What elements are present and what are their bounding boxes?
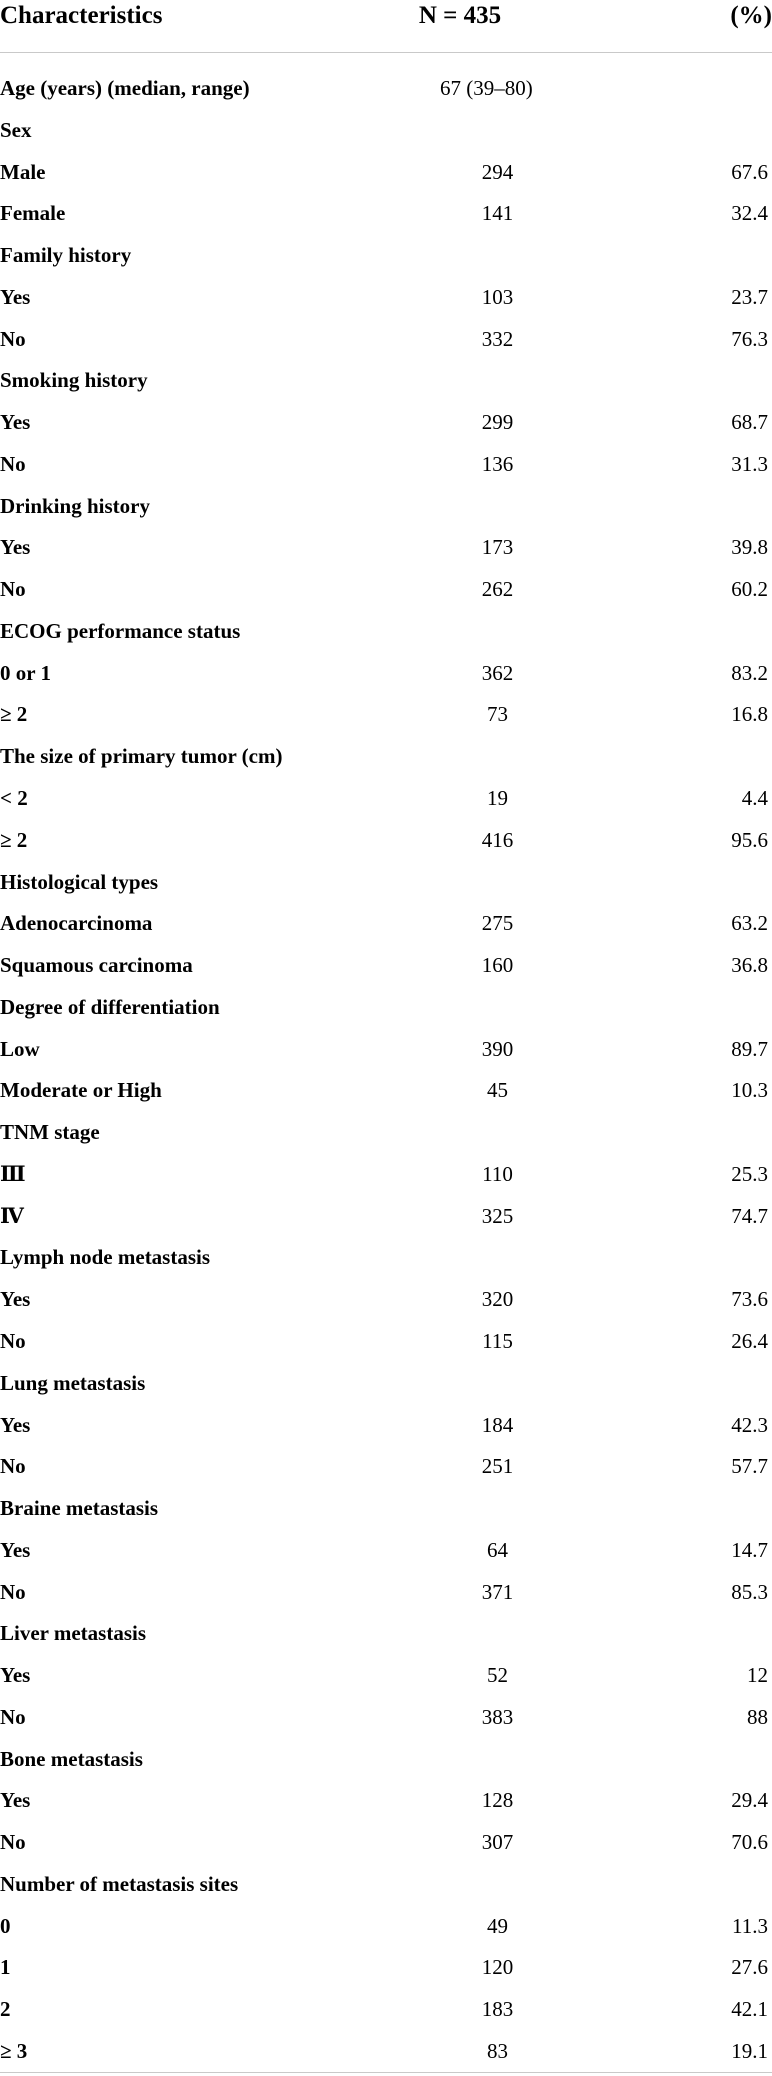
row-count: 390 (481, 1036, 514, 1061)
row-label: ≥ 3 (0, 2038, 28, 2063)
row-count: 362 (481, 660, 514, 685)
table-row (0, 1575, 772, 1617)
table-row (0, 781, 772, 823)
row-count: 325 (481, 1203, 514, 1228)
table-row (0, 1950, 772, 1992)
row-percent: 36.8 (731, 953, 768, 978)
row-count: 307 (481, 1830, 514, 1855)
row-label: Number of metastasis sites (0, 1871, 239, 1896)
row-label: < 2 (0, 786, 28, 811)
table-row (0, 1742, 772, 1784)
row-count: 52 (487, 1663, 508, 1688)
row-percent: 19.1 (731, 2038, 768, 2063)
row-percent: 83.2 (731, 660, 768, 685)
row-label: Smoking history (0, 368, 148, 393)
row-percent: 23.7 (731, 284, 768, 309)
row-percent: 14.7 (731, 1537, 768, 1562)
row-count: 67 (39–80) (440, 76, 533, 100)
row-label: Yes (0, 535, 31, 560)
header-n: N = 435 (418, 2, 502, 29)
row-count: 160 (481, 953, 514, 978)
row-percent: 70.6 (731, 1830, 768, 1855)
row-label: Yes (0, 1287, 31, 1312)
row-percent: 74.7 (731, 1203, 768, 1228)
table-row (0, 1199, 772, 1241)
table-row (0, 1157, 772, 1199)
row-label: Sex (0, 117, 32, 142)
table-row (0, 1408, 772, 1450)
row-count: 251 (481, 1454, 514, 1479)
row-label: No (0, 1579, 26, 1604)
row-count: 383 (481, 1704, 514, 1729)
row-count: 45 (487, 1078, 508, 1103)
table-row (0, 1449, 772, 1491)
table-bottom-rule (0, 2072, 772, 2073)
row-percent: 29.4 (731, 1788, 768, 1813)
row-percent: 76.3 (731, 326, 768, 351)
row-label: Lung metastasis (0, 1370, 146, 1395)
table-row (0, 614, 772, 656)
table-row (0, 1783, 772, 1825)
row-percent: 88 (747, 1704, 768, 1729)
table-row (0, 1324, 772, 1366)
row-count: 83 (487, 2038, 508, 2063)
row-label: Liver metastasis (0, 1621, 147, 1646)
row-percent: 85.3 (731, 1579, 768, 1604)
table-row (0, 1032, 772, 1074)
row-percent: 10.3 (731, 1078, 768, 1103)
table-row (0, 447, 772, 489)
row-percent: 27.6 (731, 1955, 768, 1980)
table-body (0, 71, 772, 2076)
table-row (0, 280, 772, 322)
table-row (0, 155, 772, 197)
row-percent: 25.3 (731, 1161, 768, 1186)
table-row (0, 1909, 772, 1951)
header-characteristics: Characteristics (0, 2, 163, 29)
table-row (0, 1658, 772, 1700)
table-row (0, 1533, 772, 1575)
row-count: 320 (481, 1287, 514, 1312)
table-row (0, 572, 772, 614)
header-percent: (%) (730, 2, 772, 29)
row-label: No (0, 1704, 26, 1729)
row-count: 332 (481, 326, 514, 351)
table-row (0, 697, 772, 739)
table-row (0, 1616, 772, 1658)
table-row (0, 865, 772, 907)
row-label: The size of primary tumor (cm) (0, 744, 283, 769)
row-percent: 63.2 (731, 911, 768, 936)
row-label: Braine metastasis (0, 1496, 159, 1521)
table-row (0, 1240, 772, 1282)
table-row (0, 1992, 772, 2034)
row-count: 262 (481, 577, 514, 602)
row-label: 2 (0, 1997, 11, 2022)
row-label: No (0, 1830, 26, 1855)
row-label: Lymph node metastasis (0, 1245, 211, 1270)
table-row (0, 363, 772, 405)
table-row (0, 530, 772, 572)
row-count: 371 (481, 1579, 514, 1604)
row-label: No (0, 577, 26, 602)
row-percent: 26.4 (731, 1328, 768, 1353)
table-row (0, 1491, 772, 1533)
table-row (0, 948, 772, 990)
row-count: 103 (481, 284, 514, 309)
table-row (0, 906, 772, 948)
row-count: 416 (481, 827, 514, 852)
row-percent: 39.8 (731, 535, 768, 560)
row-count: 275 (481, 911, 514, 936)
table-row (0, 196, 772, 238)
row-label: Adenocarcinoma (0, 911, 153, 936)
table-row (0, 489, 772, 531)
table-row (0, 1282, 772, 1324)
row-label: Degree of differentiation (0, 994, 220, 1019)
row-label: 1 (0, 1955, 11, 1980)
row-percent: 57.7 (731, 1454, 768, 1479)
table-row (0, 1825, 772, 1867)
row-label: Family history (0, 243, 132, 268)
row-percent: 68.7 (731, 410, 768, 435)
table-row (0, 823, 772, 865)
row-label: Bone metastasis (0, 1746, 143, 1771)
row-label: Yes (0, 1788, 31, 1813)
row-percent: 67.6 (731, 159, 768, 184)
row-label: Yes (0, 410, 31, 435)
table-row (0, 656, 772, 698)
row-label: Male (0, 159, 46, 184)
row-label: ≥ 2 (0, 702, 28, 727)
table-row (0, 2034, 772, 2076)
table-row (0, 1366, 772, 1408)
row-count: 64 (487, 1537, 508, 1562)
row-label: Yes (0, 1412, 31, 1437)
row-label: Age (years) (median, range) (0, 76, 250, 100)
table-row (0, 322, 772, 364)
row-label: No (0, 1454, 26, 1479)
row-label: 0 or 1 (0, 660, 51, 685)
row-count: 19 (487, 786, 508, 811)
row-label: 0 (0, 1913, 11, 1938)
row-count: 128 (481, 1788, 514, 1813)
row-percent: 11.3 (732, 1913, 768, 1938)
row-label: Squamous carcinoma (0, 953, 193, 978)
row-label: Moderate or High (0, 1078, 162, 1103)
row-percent: 31.3 (731, 451, 768, 476)
row-label: Yes (0, 1663, 31, 1688)
row-label: Yes (0, 1537, 31, 1562)
table-row (0, 71, 772, 113)
row-label: Female (0, 201, 66, 226)
row-count: 110 (482, 1161, 513, 1186)
row-percent: 73.6 (731, 1287, 768, 1312)
table-header (0, 0, 772, 53)
row-count: 294 (481, 159, 514, 184)
row-percent: 60.2 (731, 577, 768, 602)
table-row (0, 1700, 772, 1742)
row-label: No (0, 1328, 26, 1353)
row-count: 299 (481, 410, 514, 435)
row-count: 49 (487, 1913, 508, 1938)
row-count: 184 (481, 1412, 514, 1437)
row-percent: 12 (747, 1663, 768, 1688)
row-label: No (0, 326, 26, 351)
row-percent: 89.7 (731, 1036, 768, 1061)
row-label: TNM stage (0, 1120, 100, 1145)
table-row (0, 238, 772, 280)
row-label: Ⅳ (0, 1203, 24, 1228)
row-percent: 4.4 (741, 786, 768, 811)
table-row (0, 113, 772, 155)
row-label: Drinking history (0, 493, 150, 518)
row-percent: 42.3 (731, 1412, 768, 1437)
row-percent: 42.1 (731, 1997, 768, 2022)
row-label: Low (0, 1036, 40, 1061)
table-row (0, 405, 772, 447)
row-count: 115 (482, 1328, 513, 1353)
row-count: 136 (481, 451, 514, 476)
table-row (0, 1073, 772, 1115)
row-label: Histological types (0, 869, 159, 894)
row-label: ECOG performance status (0, 618, 241, 643)
table-row (0, 1115, 772, 1157)
row-label: ≥ 2 (0, 827, 28, 852)
row-percent: 16.8 (731, 702, 768, 727)
table-row (0, 990, 772, 1032)
row-count: 183 (481, 1997, 514, 2022)
table-row (0, 1867, 772, 1909)
row-percent: 95.6 (731, 827, 768, 852)
row-count: 73 (487, 702, 508, 727)
row-percent: 32.4 (731, 201, 768, 226)
row-count: 173 (481, 535, 514, 560)
row-count: 141 (481, 201, 514, 226)
row-label: Yes (0, 284, 31, 309)
row-label: Ⅲ (0, 1161, 26, 1186)
table-row (0, 739, 772, 781)
row-count: 120 (481, 1955, 514, 1980)
row-label: No (0, 451, 26, 476)
